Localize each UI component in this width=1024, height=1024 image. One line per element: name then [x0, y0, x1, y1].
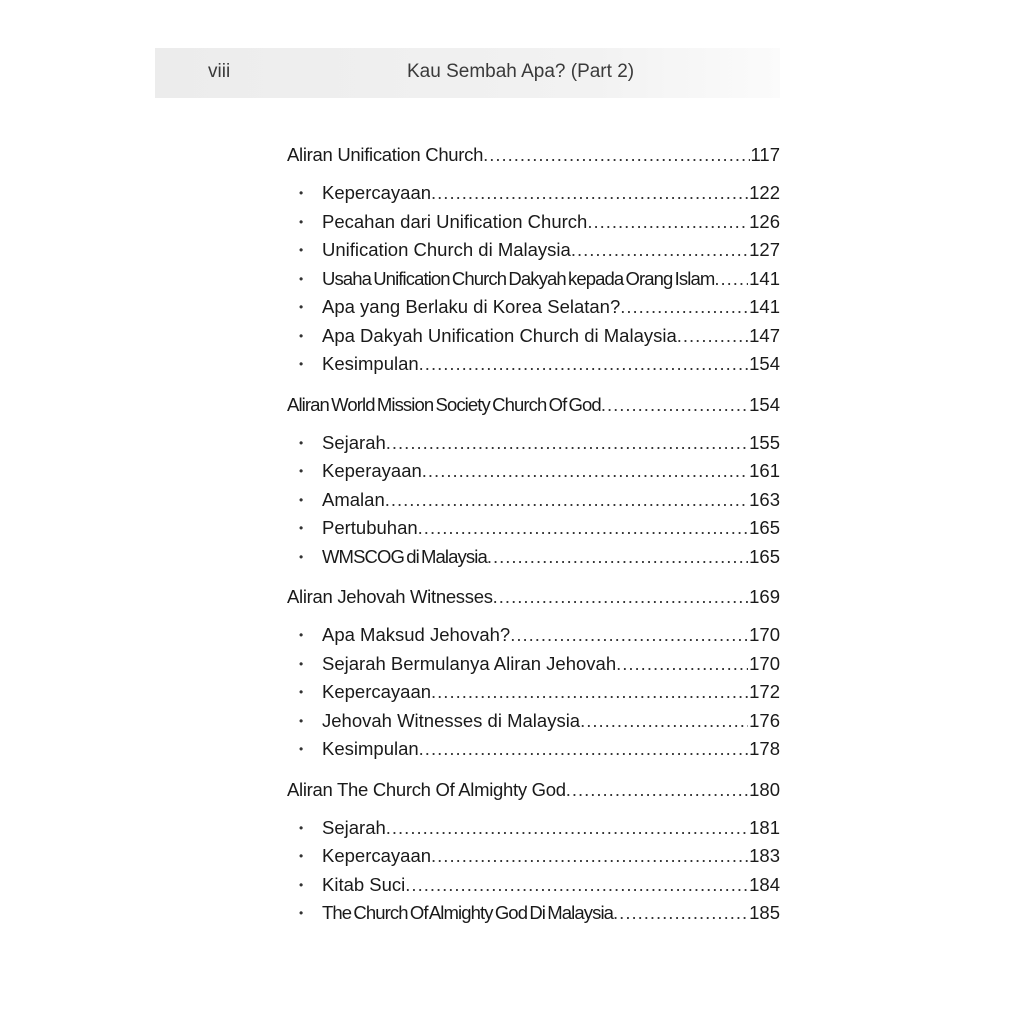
subentry-label: Jehovah Witnesses di Malaysia — [322, 709, 581, 731]
section-spacer — [287, 379, 780, 390]
bullet-icon: • — [299, 713, 304, 728]
dot-leader — [431, 842, 748, 871]
dot-leader — [566, 775, 748, 805]
dot-leader — [714, 265, 748, 294]
bullet-icon: • — [299, 906, 304, 920]
page-number: viii — [208, 61, 231, 82]
bullet-icon: • — [299, 685, 304, 699]
toc-chapter-entry — [287, 140, 780, 170]
toc-section — [287, 582, 780, 764]
bullet-icon: • — [299, 300, 304, 314]
dot-leader — [487, 543, 748, 572]
dot-leader — [419, 735, 748, 764]
running-header — [155, 48, 780, 98]
subentry-page-number: 170 — [749, 652, 780, 674]
toc-subentry — [287, 707, 780, 736]
toc-chapter-entry — [287, 582, 780, 612]
subentry-page-number: 141 — [749, 296, 780, 317]
subentry-page-number: 127 — [749, 239, 780, 260]
subentry-page-number: 165 — [749, 545, 780, 567]
toc-subentry — [287, 265, 780, 294]
subentry-label: Kesimpulan — [322, 353, 419, 374]
dot-leader — [677, 322, 748, 351]
subentry-page-number: 155 — [749, 431, 780, 453]
subentry-label: Usaha Unification Church Dakyah kepada Orang Islam — [322, 267, 715, 289]
chapter-page-number: 117 — [750, 144, 780, 165]
chapter-page-number: 180 — [749, 778, 780, 800]
toc-subentry — [287, 842, 780, 871]
toc-chapter-entry — [287, 390, 780, 420]
subentry-label: Amalan — [322, 488, 385, 510]
subentry-page-number: 163 — [749, 488, 780, 510]
toc-subentry — [287, 236, 780, 265]
subentry-label: Apa Dakyah Unification Church di Malaysia — [322, 324, 677, 346]
toc-subentry — [287, 735, 780, 764]
dot-leader — [405, 871, 748, 900]
subentry-page-number: 161 — [749, 460, 780, 481]
subentry-page-number: 141 — [749, 267, 780, 289]
subentry-page-number: 154 — [749, 353, 780, 374]
toc-subentry — [287, 350, 780, 379]
dot-leader — [431, 678, 748, 707]
bullet-icon: • — [299, 742, 304, 756]
subentry-page-number: 147 — [749, 324, 780, 346]
chapter-page-number: 169 — [749, 586, 780, 607]
dot-leader — [580, 707, 748, 736]
subentry-page-number: 122 — [749, 182, 780, 203]
subentry-label: Pecahan dari Unification Church — [322, 210, 588, 232]
toc-subentry — [287, 293, 780, 322]
chapter-page-number: 154 — [749, 393, 780, 415]
subentry-page-number: 185 — [749, 902, 780, 923]
subentry-label: WMSCOG di Malaysia — [322, 545, 487, 567]
bullet-icon: • — [299, 521, 304, 535]
dot-leader — [493, 582, 748, 612]
dot-leader — [419, 350, 748, 379]
subentry-label: Kitab Suci — [322, 873, 406, 895]
subentry-label: Sejarah Bermulanya Aliran Jehovah — [322, 652, 617, 674]
toc-subentry — [287, 208, 780, 237]
subentry-page-number: 170 — [749, 624, 780, 645]
toc-chapter-entry — [287, 775, 780, 805]
subentry-page-number: 172 — [749, 681, 780, 702]
table-of-contents — [287, 140, 780, 928]
subentry-label: Kepercayaan — [322, 681, 432, 702]
dot-leader — [616, 650, 748, 679]
toc-subentry — [287, 650, 780, 679]
bullet-icon: • — [299, 186, 304, 200]
bullet-icon: • — [299, 849, 304, 863]
subentry-label: Sejarah — [322, 816, 386, 838]
subentry-label: Kepercayaan — [322, 182, 432, 203]
chapter-title: Aliran Jehovah Witnesses — [287, 586, 493, 607]
dot-leader — [422, 457, 748, 486]
dot-leader — [483, 140, 749, 170]
toc-subentry — [287, 543, 780, 572]
bullet-icon: • — [299, 656, 304, 671]
bullet-icon: • — [299, 628, 304, 642]
bullet-icon: • — [299, 328, 304, 343]
bullet-icon: • — [299, 877, 304, 892]
subentry-page-number: 126 — [749, 210, 780, 232]
toc-subentry — [287, 814, 780, 843]
bullet-icon: • — [299, 357, 304, 371]
toc-subentry — [287, 486, 780, 515]
dot-leader — [620, 293, 748, 322]
toc-subentry — [287, 678, 780, 707]
toc-section — [287, 140, 780, 379]
section-spacer — [287, 571, 780, 582]
dot-leader — [386, 429, 748, 458]
toc-subentry — [287, 899, 780, 928]
toc-subentry — [287, 514, 780, 543]
dot-leader — [510, 621, 748, 650]
bullet-icon: • — [299, 271, 304, 286]
toc-subentry — [287, 871, 780, 900]
subentry-label: Apa yang Berlaku di Korea Selatan? — [322, 296, 621, 317]
chapter-title: Aliran The Church Of Almighty God — [287, 778, 566, 800]
bullet-icon: • — [299, 435, 304, 450]
bullet-icon: • — [299, 214, 304, 229]
toc-subentry — [287, 621, 780, 650]
dot-leader — [613, 899, 748, 928]
subentry-page-number: 181 — [749, 816, 780, 838]
subentry-label: Kepercayaan — [322, 845, 432, 866]
toc-subentry — [287, 179, 780, 208]
bullet-icon: • — [299, 492, 304, 507]
bullet-icon: • — [299, 549, 304, 564]
subentry-label: Kesimpulan — [322, 738, 419, 759]
dot-leader — [385, 486, 748, 515]
chapter-title: Aliran Unification Church — [287, 144, 484, 165]
dot-leader — [418, 514, 748, 543]
subentry-label: Apa Maksud Jehovah? — [322, 624, 511, 645]
bullet-icon: • — [299, 243, 304, 257]
toc-section — [287, 775, 780, 928]
subentry-label: The Church Of Almighty God Di Malaysia — [322, 902, 614, 923]
running-title: Kau Sembah Apa? (Part 2) — [407, 61, 635, 82]
subentry-page-number: 184 — [749, 873, 780, 895]
toc-subentry — [287, 429, 780, 458]
dot-leader — [601, 390, 748, 420]
dot-leader — [431, 179, 748, 208]
subentry-page-number: 183 — [749, 845, 780, 866]
toc-subentry — [287, 457, 780, 486]
bullet-icon: • — [299, 464, 304, 478]
dot-leader — [587, 208, 748, 237]
subentry-label: Sejarah — [322, 431, 386, 453]
subentry-label: Unification Church di Malaysia — [322, 239, 571, 260]
toc-subentry — [287, 322, 780, 351]
chapter-title: Aliran World Mission Society Church Of God — [287, 393, 601, 415]
subentry-label: Keperayaan — [322, 460, 422, 481]
bullet-icon: • — [299, 820, 304, 835]
dot-leader — [571, 236, 748, 265]
dot-leader — [386, 814, 748, 843]
toc-section — [287, 390, 780, 572]
section-spacer — [287, 764, 780, 775]
subentry-label: Pertubuhan — [322, 517, 418, 538]
subentry-page-number: 165 — [749, 517, 780, 538]
subentry-page-number: 176 — [749, 709, 780, 731]
subentry-page-number: 178 — [749, 738, 780, 759]
